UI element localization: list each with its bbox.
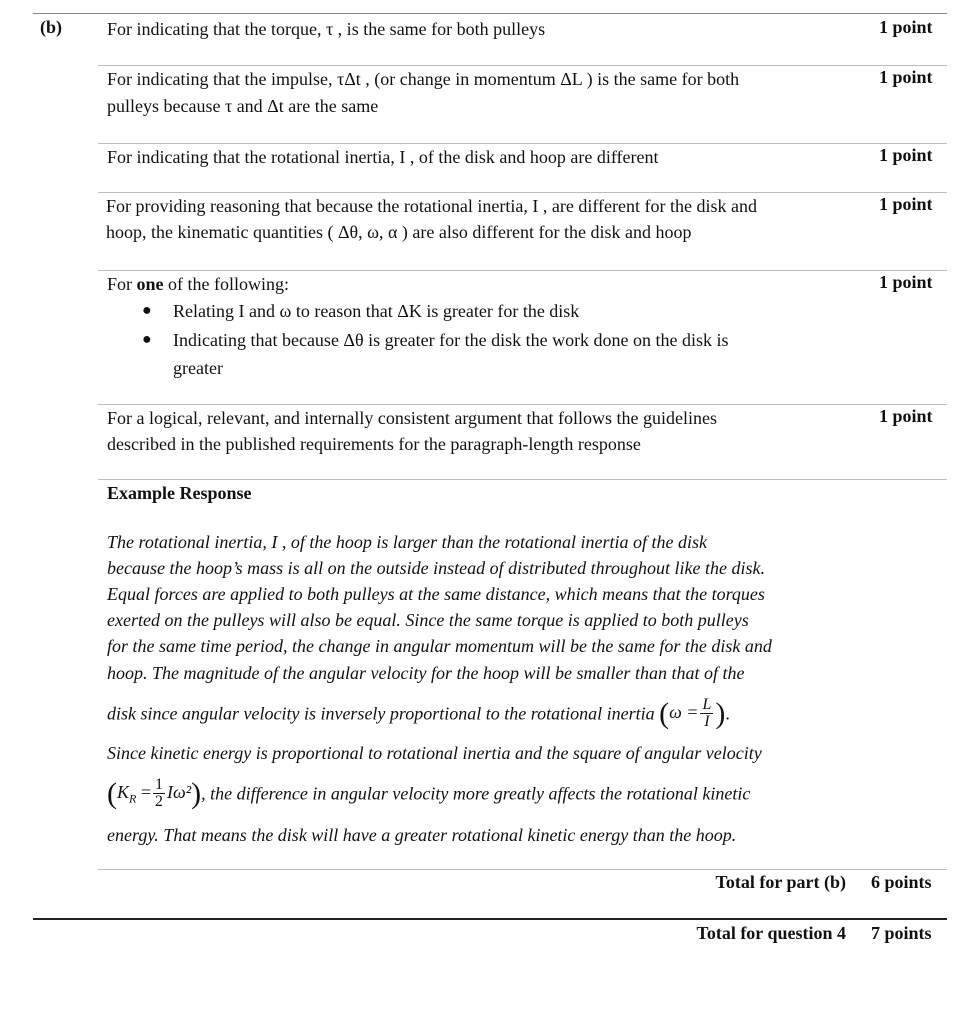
example-line: Since kinetic energy is proportional to rotational inertia and the square of angular velocity — [107, 743, 762, 763]
example-line: because the hoop’s mass is all on the outside instead of distributed throughout like the disk. — [107, 558, 765, 578]
example-line: The rotational inertia, I , of the hoop is larger than the rotational inertia of the disk — [107, 532, 707, 552]
example-line: Equal forces are applied to both pulleys at the same distance, which means that the torques — [107, 584, 765, 604]
question-total-rule — [33, 918, 947, 920]
criterion-2-text-line2: pulleys because τ and Δt are the same — [107, 96, 379, 116]
criterion-3-points: 1 point — [879, 145, 933, 165]
criterion-4-points: 1 point — [879, 194, 933, 214]
criterion-6-text-line1: For a logical, relevant, and internally consistent argument that follows the guidelines — [107, 408, 718, 428]
part-label: (b) — [40, 17, 62, 37]
criterion-5-bullet-2-line2: greater — [173, 358, 223, 378]
table-top-rule — [33, 13, 947, 14]
example-line: exerted on the pulleys will also be equal. Since the same torque is applied to both pulleys — [107, 610, 749, 630]
total-part-points: 6 points — [871, 872, 932, 892]
kinetic-energy-equation: ($K_R$ = $\frac{1}{2}$ Iω²) — [107, 776, 202, 810]
total-part-label: Total for part (b) — [715, 872, 846, 892]
criterion-2-text-line1: For indicating that the impulse, τΔt , (or change in momentum ΔL ) is the same for both — [107, 69, 740, 89]
example-line: for the same time period, the change in angular momentum will be the same for the disk and — [107, 636, 772, 656]
criterion-3-text: For indicating that the rotational inertia, I , of the disk and hoop are different — [107, 147, 659, 167]
criterion-5-points: 1 point — [879, 272, 933, 292]
criterion-5-bullet-1: Relating I and ω to reason that ΔK is greater for the disk — [173, 301, 580, 321]
bullet-icon: ● — [142, 302, 152, 319]
example-response-heading: Example Response — [107, 483, 252, 503]
angular-velocity-equation: (ω = $\frac{L}{I}$ ) — [659, 696, 726, 730]
criterion-5-intro: For one of the following: — [107, 274, 289, 294]
example-line-with-equation: ($K_R$ = $\frac{1}{2}$ Iω²), the difference in angular velocity more greatly affects the rotational kinetic — [107, 776, 751, 810]
row-divider — [98, 869, 947, 870]
example-line-with-equation: disk since angular velocity is inversely proportional to the rotational inertia (ω = $\frac{L}{I}$ ). — [107, 696, 730, 730]
criterion-4-text-line2: hoop, the kinematic quantities ( Δθ, ω, α ) are also different for the disk and hoop — [106, 222, 692, 242]
criterion-4-text-line1: For providing reasoning that because the rotational inertia, I , are different for the disk and — [106, 196, 757, 216]
bullet-icon: ● — [142, 331, 152, 348]
total-question-label: Total for question 4 — [696, 923, 846, 943]
criterion-5-bullet-2-line1: Indicating that because Δθ is greater for the disk the work done on the disk is — [173, 330, 729, 350]
criterion-6-points: 1 point — [879, 406, 933, 426]
example-line: hoop. The magnitude of the angular velocity for the hoop will be smaller than that of the — [107, 663, 745, 683]
criterion-1-text: For indicating that the torque, τ , is the same for both pulleys — [107, 19, 546, 39]
example-line: energy. That means the disk will have a greater rotational kinetic energy than the hoop. — [107, 825, 737, 845]
criterion-6-text-line2: described in the published requirements for the paragraph-length response — [107, 434, 641, 454]
criterion-1-points: 1 point — [879, 17, 933, 37]
criterion-2-points: 1 point — [879, 67, 933, 87]
total-question-points: 7 points — [871, 923, 932, 943]
